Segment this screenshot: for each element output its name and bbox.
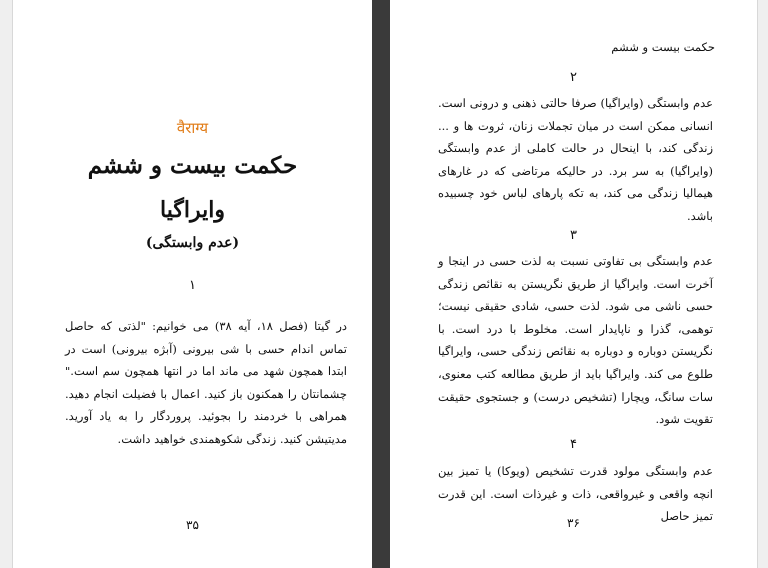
chapter-subtitle: وایراگیا — [160, 197, 225, 223]
section-number: ۲ — [570, 70, 577, 85]
page-number: ۳۵ — [186, 518, 199, 532]
page-number: ۳۶ — [567, 516, 580, 530]
section-number: ۴ — [570, 437, 577, 452]
right-page-edge — [757, 0, 768, 568]
running-header: حکمت بیست و ششم — [611, 40, 715, 54]
paragraph: عدم وابستگی بی تفاوتی نسبت به لذت حسی در اینجا و آخرت است. وایراگیا از طریق نگریستن به نقائص زندگی حسی ناشی می شود. لذت حسی، شادی حقیقی نیست؛ توهمی، گذرا و ناپایدار است. مخلوط با درد است. با نگریستن دوباره و دوباره به نقائص زندگی حسی، وایراگیا طلوع می کند. وایراگیا باید از طریق مطالعه کتب معنوی، سات سانگ، ویچارا (تشخیص درست) و جستجوی حقیقت تقویت شود. — [438, 254, 713, 427]
paragraph: عدم وابستگی مولود قدرت تشخیص (ویوکا) یا تمیز بین انچه واقعی و غیرواقعی، ذات و غیرذات است. این قدرت تمیز حاصل — [438, 464, 713, 524]
section-number: ۳ — [570, 228, 577, 243]
left-page-edge — [0, 0, 13, 568]
sanskrit-word: वैराग्य — [176, 119, 209, 137]
left-page — [13, 0, 372, 568]
paragraph: عدم وابستگی (وایراگیا) صرفا حالتی ذهنی و درونی است. انسانی ممکن است در میان تجملات زنان، ثروت ها و ... زندگی کند، با اینحال در حالت کاملی از عدم وابستگی (وایراگیا) به سر برد. در حالیکه مرتاضی که در غارهای هیمالیا زندگی می کند، به تکه پارهای لباس خود چسبیده باشد. — [438, 96, 713, 223]
paragraph: در گیتا (فصل ۱۸، آیه ۳۸) می خوانیم: "لذتی که حاصل تماس اندام حسی با شی بیرونی (آبژه بیرونی) است در ابتدا همچون شهد می ماند اما در انتها همچون سم است." چشمانتان را همکنون باز کنید. اعمال با فضیلت انجام دهید. همراهی با خردمند را بجوئید. پروردگار را به یاد آورید. مدیتیشن کنید. زندگی شکوهمندی خواهید داشت. — [65, 319, 347, 446]
chapter-subtitle-translation: (عدم وابستگی) — [145, 235, 240, 251]
book-spine — [372, 0, 390, 568]
section-number: ۱ — [189, 278, 196, 293]
chapter-title: حکمت بیست و ششم — [87, 152, 298, 179]
right-page — [390, 0, 757, 568]
